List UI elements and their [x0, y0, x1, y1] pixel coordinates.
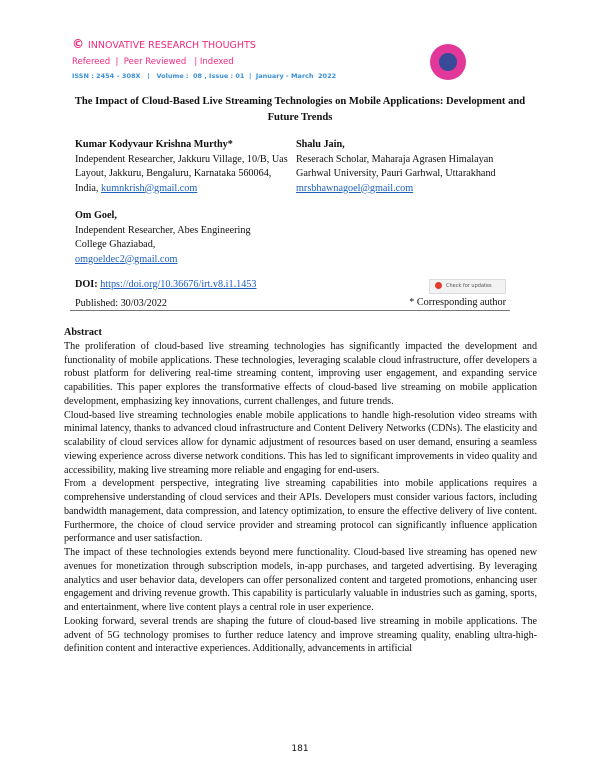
paper-title: The Impact of Cloud-Based Live Streaming Technologies on Mobile Applications: Development and Future Trends: [74, 96, 526, 123]
abstract-paragraph: From a development perspective, integrating live streaming capabilities into mobile applications requires a comprehensive understanding of cloud services and their APIs. Developers must consider various factors, including bandwidth management, data compression, and latency optimization, to ensure the effective delivery of live content. Furthermore, the choice of cloud service provider and streaming protocol can significantly influence application performance and user satisfaction.: [64, 478, 537, 545]
author-affiliation: Reserach Scholar, Maharaja Agrasen Himalayan Garhwal University, Pauri Garhwal, Uttarakhand: [296, 153, 496, 179]
doi-label: DOI:: [75, 279, 98, 290]
author-affiliation: Independent Researcher, Abes Engineering College Ghaziabad,: [75, 224, 251, 250]
author-block: [75, 209, 255, 267]
crossmark-icon: [435, 282, 442, 289]
journal-name-text: INNOVATIVE RESEARCH THOUGHTS: [88, 40, 256, 51]
abstract-section: [64, 326, 537, 656]
author-email-link[interactable]: omgoeldec2@gmail.com: [75, 253, 178, 265]
abstract-paragraph: The proliferation of cloud-based live streaming technologies has significantly impacted the development and functionality of mobile applications. These technologies, leveraging scalable cloud infrastructure, offer developers a robust platform for delivering real-time streaming content, improving user engagement, and expanding service capabilities. This paper explores the transformative effects of cloud-based live streaming on mobile application development, emphasizing key innovations, current challenges, and future trends.: [64, 340, 537, 407]
doi-line: [75, 279, 257, 290]
journal-logo: [430, 44, 466, 80]
author-email-link[interactable]: kumnkrish@gmail.com: [101, 182, 198, 194]
published-date: Published: 30/03/2022: [75, 298, 167, 309]
doi-link[interactable]: https://doi.org/10.36676/irt.v8.i1.1453: [100, 279, 257, 290]
abstract-paragraph: Looking forward, several trends are shaping the future of cloud-based live streaming in mobile applications. The advent of 5G technology promises to further reduce latency and improve streaming quality, enabling ultra-high-definition content and interactive experiences. Additionally, advancements in artificial: [64, 615, 537, 655]
check-for-updates-button[interactable]: [429, 279, 506, 294]
author-email-link[interactable]: mrsbhawnagoel@gmail.com: [296, 182, 414, 194]
page-number: 181: [291, 744, 309, 754]
divider: [70, 310, 510, 311]
abstract-paragraph: The impact of these technologies extends beyond mere functionality. Cloud-based live streaming has opened new avenues for monetization through subscription models, in-app purchases, and targeted advertising. By leveraging analytics and user behavior data, developers can offer personalized content and targeted promotions, enhancing user engagement and driving revenue growth. This capability is particularly valuable in industries such as gaming, sports, and entertainment, where live content plays a central role in user experience.: [64, 547, 537, 613]
author-name: Om Goel,: [75, 210, 117, 221]
author-name: Shalu Jain,: [296, 139, 345, 150]
corresponding-author-note: * Corresponding author: [409, 297, 506, 308]
author-block: [296, 138, 516, 196]
journal-name: [72, 37, 256, 51]
author-affiliation: Independent Researcher, Jakkuru Village, 10/B, Uas Layout, Jakkuru, Bengaluru, Karnataka 560064, India,: [75, 153, 288, 194]
author-name: Kumar Kodyvaur Krishna Murthy*: [75, 139, 233, 150]
check-for-updates-label: Check for updates: [446, 283, 492, 289]
author-block: [75, 138, 295, 196]
issn-line: ISSN : 2454 – 308X | Volume : 08 , Issue : 01 | January - March 2022: [72, 72, 337, 80]
abstract-heading: Abstract: [64, 327, 102, 338]
copyright-icon: ©: [72, 37, 84, 51]
journal-tagline: Refereed | Peer Reviewed | Indexed: [72, 57, 234, 67]
abstract-paragraph: Cloud-based live streaming technologies enable mobile applications to handle high-resolution video streams with minimal latency, thanks to advanced cloud infrastructure and Content Delivery Networks (CDNs). The elasticity and scalability of cloud services allow for dynamic adjustment of resources based on user demand, ensuring a seamless viewing experience across diverse network conditions. This has led to significant improvements in video quality and accessibility, making live streaming more reliable and engaging for end-users.: [64, 409, 537, 476]
